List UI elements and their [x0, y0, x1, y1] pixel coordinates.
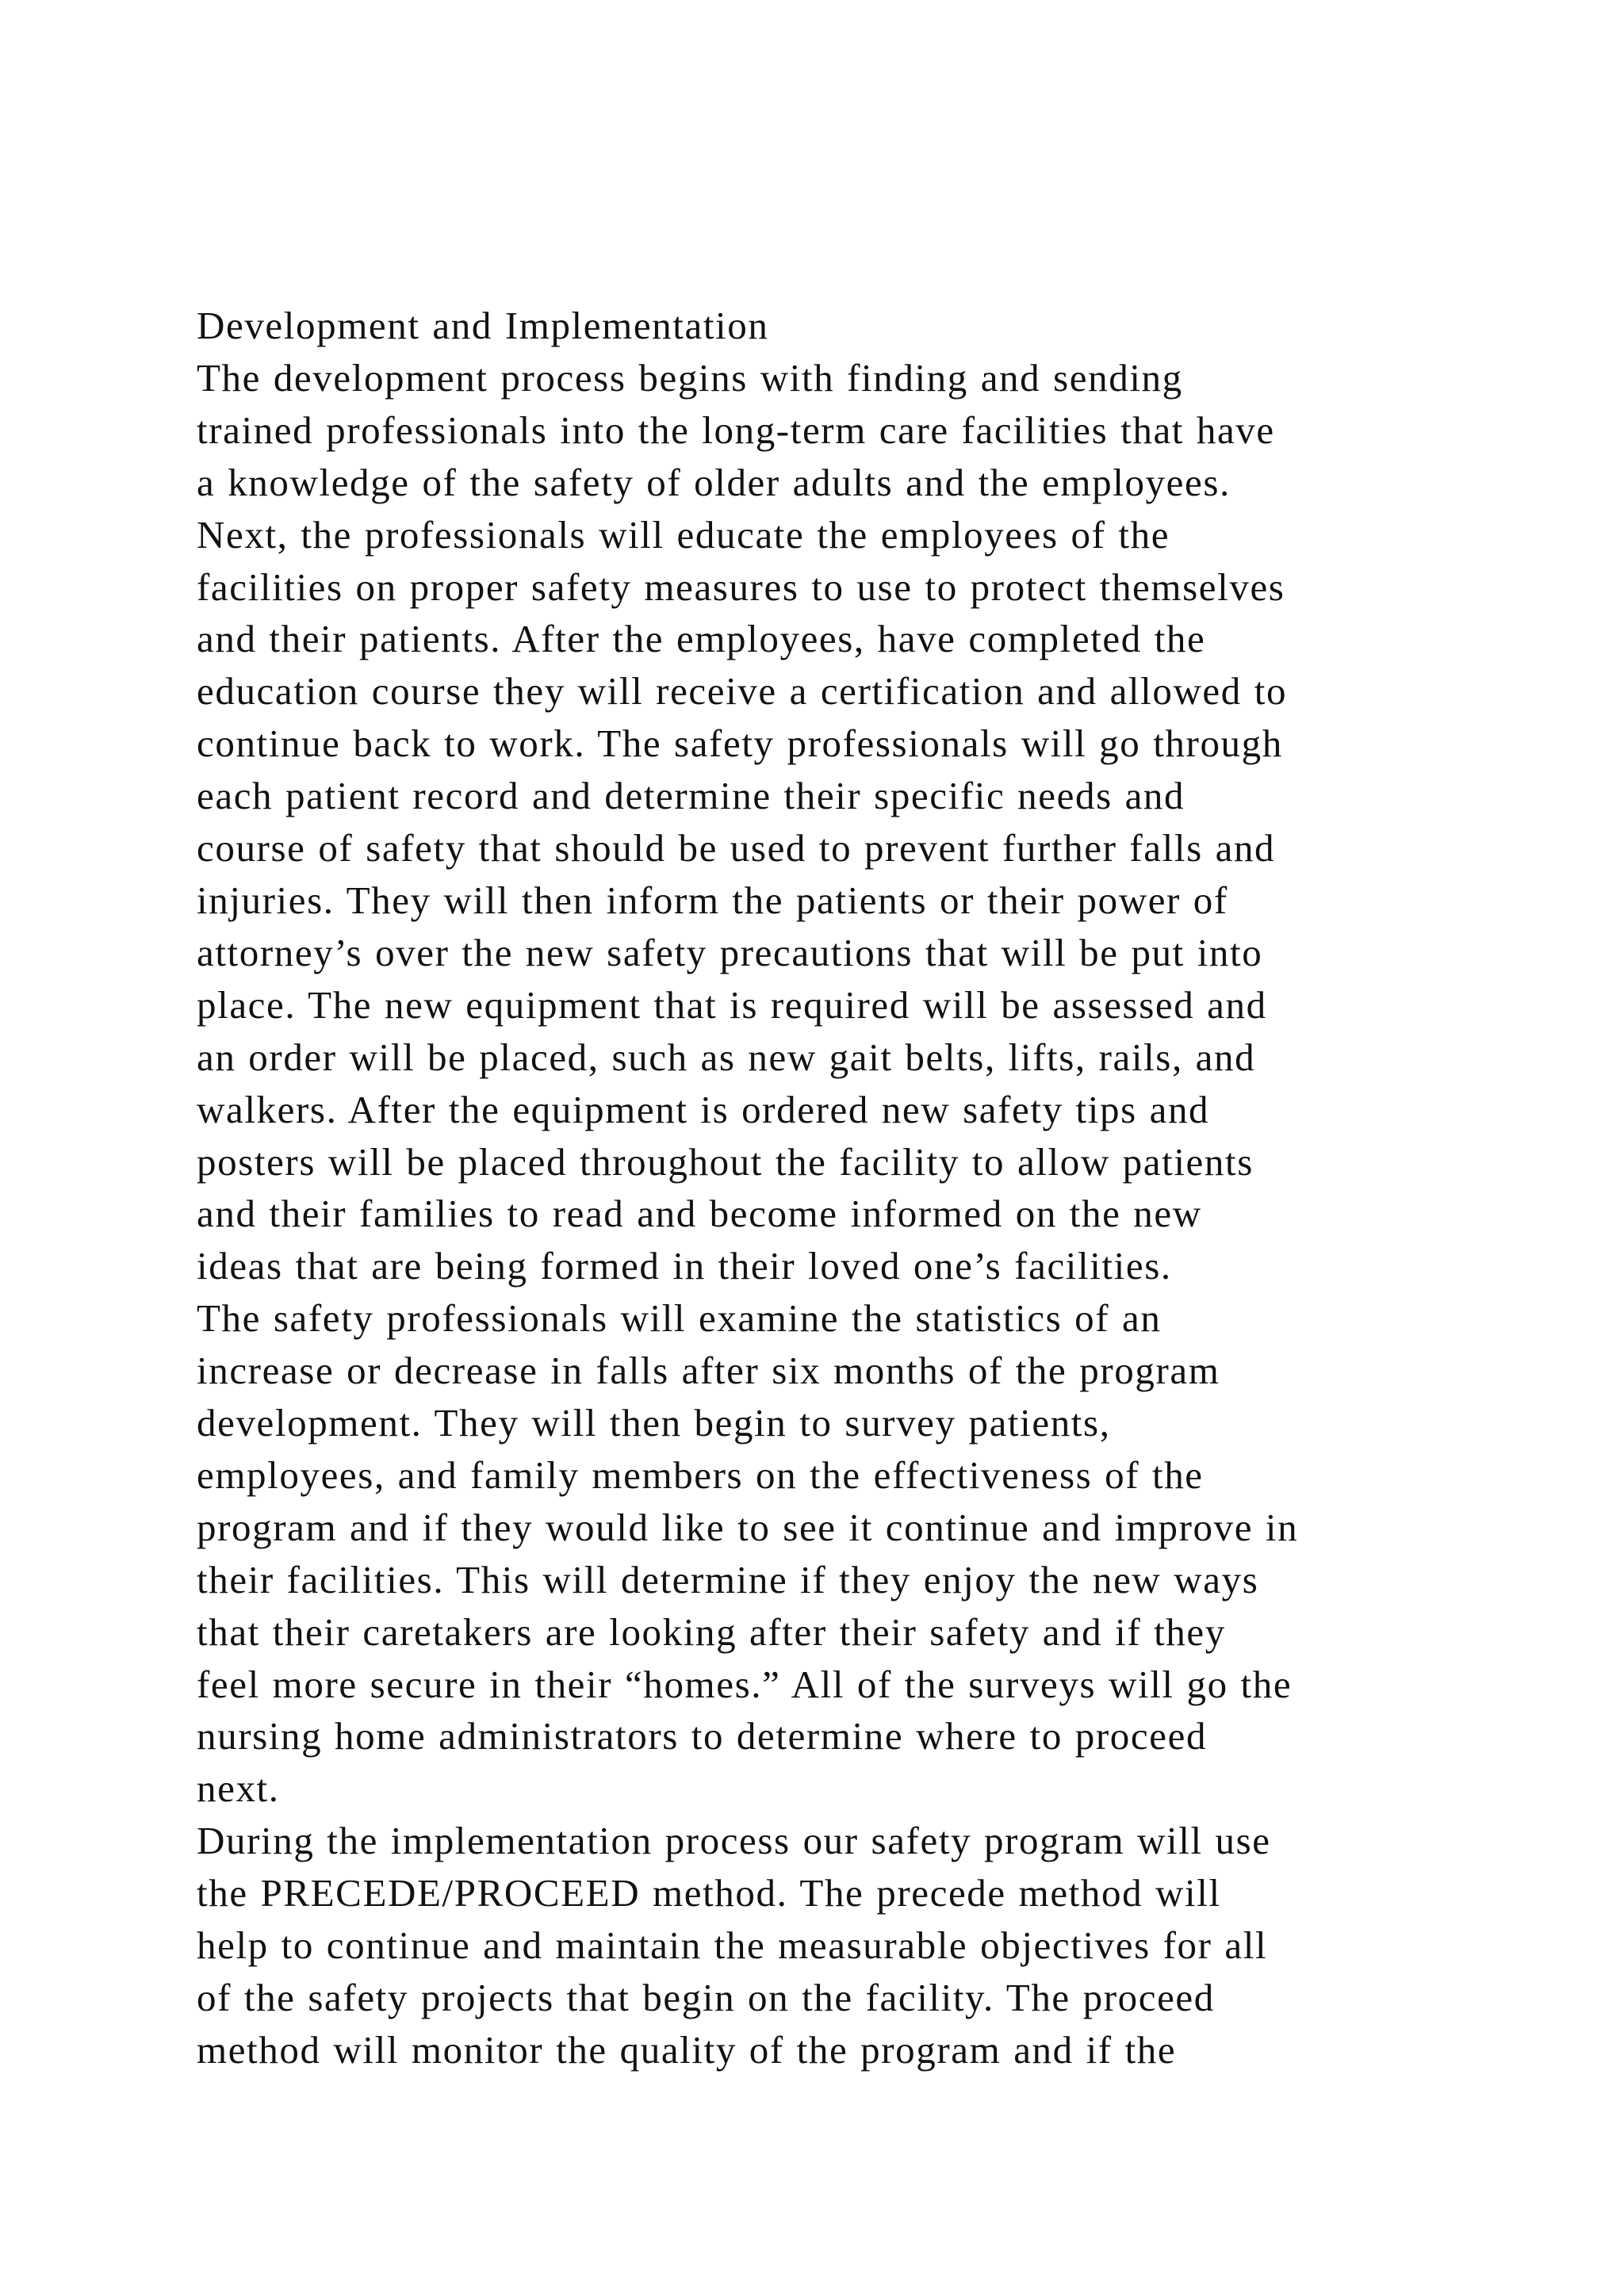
- section-heading: Development and Implementation: [197, 304, 769, 347]
- text-line: method will monitor the quality of the program and if the: [197, 2027, 1177, 2072]
- text-line: facilities on proper safety measures to use to protect themselves: [197, 564, 1285, 609]
- text-line: program and if they would like to see it continue and improve in: [197, 1505, 1299, 1549]
- text-line: ideas that are being formed in their loved one’s facilities.: [197, 1244, 1172, 1288]
- text-line: employees, and family members on the effectiveness of the: [197, 1452, 1204, 1497]
- text-line: trained professionals into the long-term care facilities that have: [197, 408, 1275, 452]
- text-line: development. They will then begin to survey patients,: [197, 1401, 1111, 1445]
- text-line: education course they will receive a certification and allowed to: [197, 669, 1288, 714]
- text-line: The development process begins with finding and sending: [197, 355, 1183, 400]
- text-line: feel more secure in their “homes.” All of the surveys will go the: [197, 1662, 1293, 1706]
- text-line: The safety professionals will examine the statistics of an: [197, 1296, 1162, 1341]
- text-line: place. The new equipment that is required will be assessed and: [197, 982, 1267, 1027]
- text-line: and their families to read and become informed on the new: [197, 1192, 1202, 1236]
- text-line: an order will be placed, such as new gait belts, lifts, rails, and: [197, 1035, 1256, 1079]
- text-line: next.: [197, 1766, 280, 1811]
- text-line: that their caretakers are looking after their safety and if they: [197, 1609, 1226, 1654]
- text-line: injuries. They will then inform the patients or their power of: [197, 878, 1228, 922]
- text-line: nursing home administrators to determine where to proceed: [197, 1714, 1208, 1758]
- text-line: help to continue and maintain the measurable objectives for all: [197, 1923, 1268, 1968]
- text-line: course of safety that should be used to prevent further falls and: [197, 826, 1276, 871]
- text-line: attorney’s over the new safety precautions that will be put into: [197, 930, 1263, 974]
- text-line: each patient record and determine their specific needs and: [197, 774, 1185, 818]
- text-line: a knowledge of the safety of older adults and the employees.: [197, 460, 1231, 504]
- text-line: posters will be placed throughout the facility to allow patients: [197, 1139, 1254, 1184]
- text-line: Next, the professionals will educate the employees of the: [197, 512, 1170, 557]
- text-line: walkers. After the equipment is ordered new safety tips and: [197, 1087, 1210, 1131]
- text-line: their facilities. This will determine if they enjoy the new ways: [197, 1557, 1259, 1601]
- text-line: of the safety projects that begin on the facility. The proceed: [197, 1976, 1215, 2019]
- text-line: continue back to work. The safety professionals will go through: [197, 721, 1283, 766]
- text-line: the PRECEDE/PROCEED method. The precede method will: [197, 1871, 1221, 1915]
- text-line: and their patients. After the employees, have completed the: [197, 617, 1206, 661]
- text-line: increase or decrease in falls after six months of the program: [197, 1349, 1220, 1393]
- text-line: During the implementation process our safety program will use: [197, 1819, 1271, 1863]
- document-body: [197, 300, 1481, 2076]
